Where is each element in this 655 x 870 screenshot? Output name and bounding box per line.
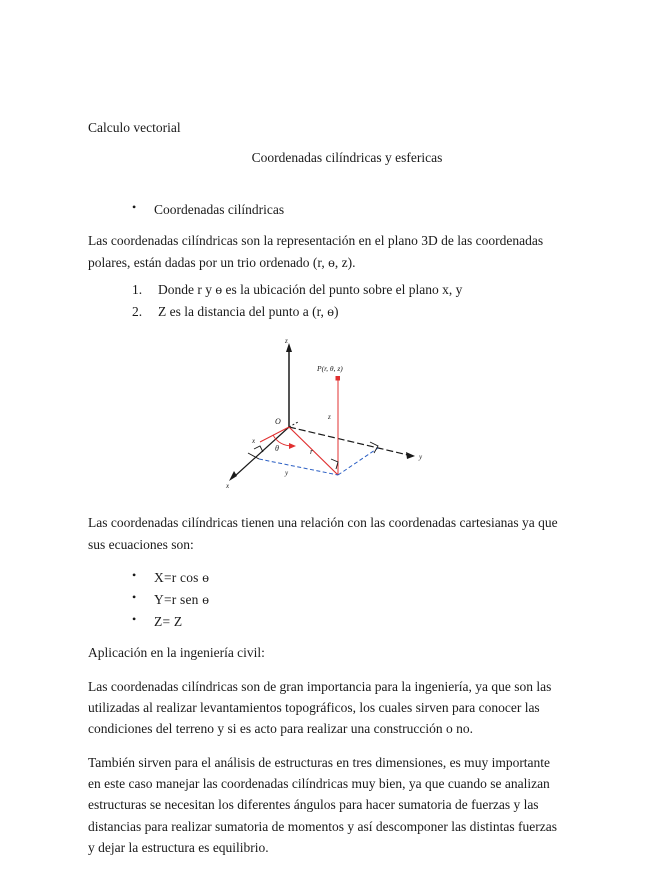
equation-z: • Z= Z (132, 611, 566, 633)
origin-tick (289, 422, 298, 427)
x-axis-line (235, 427, 289, 476)
theta-label: θ (275, 444, 279, 454)
intro-paragraph: Las coordenadas cilíndricas son la representación en el plano 3D de las coordenadas polares, están dadas por un trio ordenado (r, ө, z). (88, 233, 544, 270)
origin-label: O (275, 417, 281, 427)
equation-x: • X=r cos ө (132, 567, 566, 589)
y-projection-label: y (285, 469, 289, 478)
document-body (88, 118, 566, 870)
z-height-label: z (328, 413, 331, 422)
cylindrical-coordinates-diagram (218, 336, 436, 494)
definition-item-1: Donde r y ө es la ubicación del punto sobre el plano x, y (158, 282, 463, 298)
section-bullet-item: • Coordenadas cilíndricas (132, 199, 566, 221)
right-angle-mark-right (370, 442, 378, 453)
equation-y: • Y=r sen ө (132, 589, 566, 611)
structures-paragraph: También sirven para el análisis de estructuras en tres dimensiones, es muy importante en este caso manejar las coordenadas cilíndricas muy bien, ya que cuando se analizan estructuras se necesitan los diferentes ángulos para hacer sumatoria de fuerzas y las distancias para realizar sumatoria de momentos y así descomponer las distintas fuerzas y dejar la estructura es equilibrio. (88, 754, 557, 856)
application-paragraph: Las coordenadas cilíndricas son de gran importancia para la ingeniería, ya que son las utilizadas al realizar levantamientos topográficos, los cuales sirven para conocer las condiciones del terreno y si es acto para realizar una construcción o no. (88, 678, 552, 737)
point-p-marker (336, 376, 341, 381)
point-p-label: P(r, θ, z) (317, 364, 343, 374)
r-line (289, 427, 338, 475)
document-title: Calculo vectorial (88, 120, 181, 135)
r-label: r (310, 447, 314, 457)
figure-container (88, 336, 566, 494)
y-axis-arrowhead (406, 452, 415, 459)
definition-list (88, 279, 566, 322)
document-heading: Coordenadas cilíndricas y esfericas (251, 150, 443, 166)
x-axis-arrowhead (229, 471, 237, 481)
equation-list (88, 567, 566, 633)
application-heading: Aplicación en la ingeniería civil: (88, 645, 265, 661)
x-axis-bottom-label: x (226, 482, 230, 491)
z-axis-label: z (285, 337, 288, 346)
section-bullet-list (88, 199, 566, 221)
right-angle-mark-foot (331, 459, 338, 469)
y-axis-label: y (419, 453, 423, 462)
y-axis-line (289, 427, 408, 455)
projection-line-bottom (259, 459, 338, 478)
diagram-svg (218, 336, 436, 494)
theta-arrowhead (289, 443, 296, 449)
definition-item-2: Z es la distancia del punto a (r, ө) (158, 303, 339, 319)
relation-paragraph: Las coordenadas cilíndricas tienen una relación con las coordenadas cartesianas ya que sus ecuaciones son: (88, 515, 558, 552)
projection-line-right (338, 448, 378, 475)
x-ray-label: x (252, 437, 256, 446)
